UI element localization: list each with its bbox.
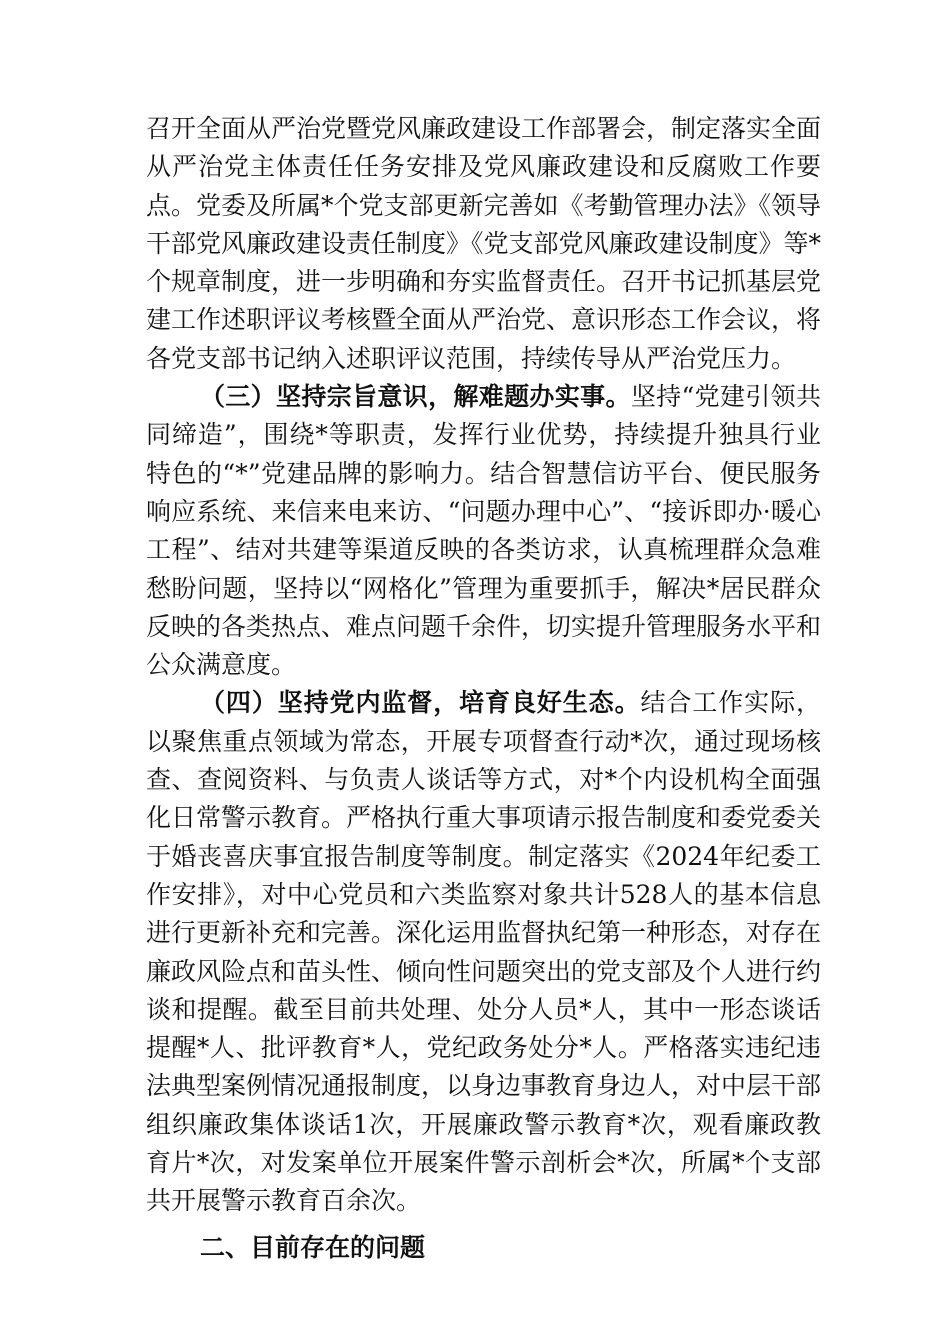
paragraph-text: 坚持“党建引领共同缔造”，围绕*等职责，发挥行业优势，持续提升独具行业特色的“*”党建品牌的影响力。结合智慧信访平台、便民服务响应系统、来信来电来访、“问题办理中心”、“接诉即办·暖心工程”、结对共建等渠道反映的各类访求，认真梳理群众急难愁盼问题，坚持以“网格化”管理为重要抓手，解决*居民群众反映的各类热点、难点问题千余件，切实提升管理服务水平和公众满意度。 bbox=[146, 382, 822, 680]
section-heading: 二、目前存在的问题 bbox=[200, 1232, 426, 1262]
paragraph-lead: （三）坚持宗旨意识，解难题办实事。 bbox=[200, 382, 631, 412]
document-body bbox=[146, 110, 821, 1267]
paragraph-section-3 bbox=[146, 378, 821, 684]
paragraph-lead: （四）坚持党内监督，培育良好生态。 bbox=[200, 688, 641, 718]
paragraph-continued bbox=[146, 110, 821, 378]
paragraph-text: 结合工作实际，以聚焦重点领域为常态，开展专项督查行动*次，通过现场核查、查阅资料、与负责人谈话等方式，对*个内设机构全面强化日常警示教育。严格执行重大事项请示报告制度和委党委关于婚丧喜庆事宜报告制度等制度。制定落实《2024年纪委工作安排》，对中心党员和六类监察对象共计528人的基本信息进行更新补充和完善。深化运用监督执纪第一种形态，对存在廉政风险点和苗头性、倾向性问题突出的党支部及个人进行约谈和提醒。截至目前共处理、处分人员*人，其中一形态谈话提醒*人、批评教育*人，党纪政务处分*人。严格落实违纪违法典型案例情况通报制度，以身边事教育身边人，对中层干部组织廉政集体谈话1次，开展廉政警示教育*次，观看廉政教育片*次，对发案单位开展案件警示剖析会*次，所属*个支部共开展警示教育百余次。 bbox=[146, 688, 822, 1216]
paragraph-text: 召开全面从严治党暨党风廉政建设工作部署会，制定落实全面从严治党主体责任任务安排及党风廉政建设和反腐败工作要点。党委及所属*个党支部更新完善如《考勤管理办法》《领导干部党风廉政建设责任制度》《党支部党风廉政建设制度》等*个规章制度，进一步明确和夯实监督责任。召开书记抓基层党建工作述职评议考核暨全面从严治党、意识形态工作会议，将各党支部书记纳入述职评议范围，持续传导从严治党压力。 bbox=[146, 114, 822, 373]
paragraph-section-4 bbox=[146, 684, 821, 1220]
